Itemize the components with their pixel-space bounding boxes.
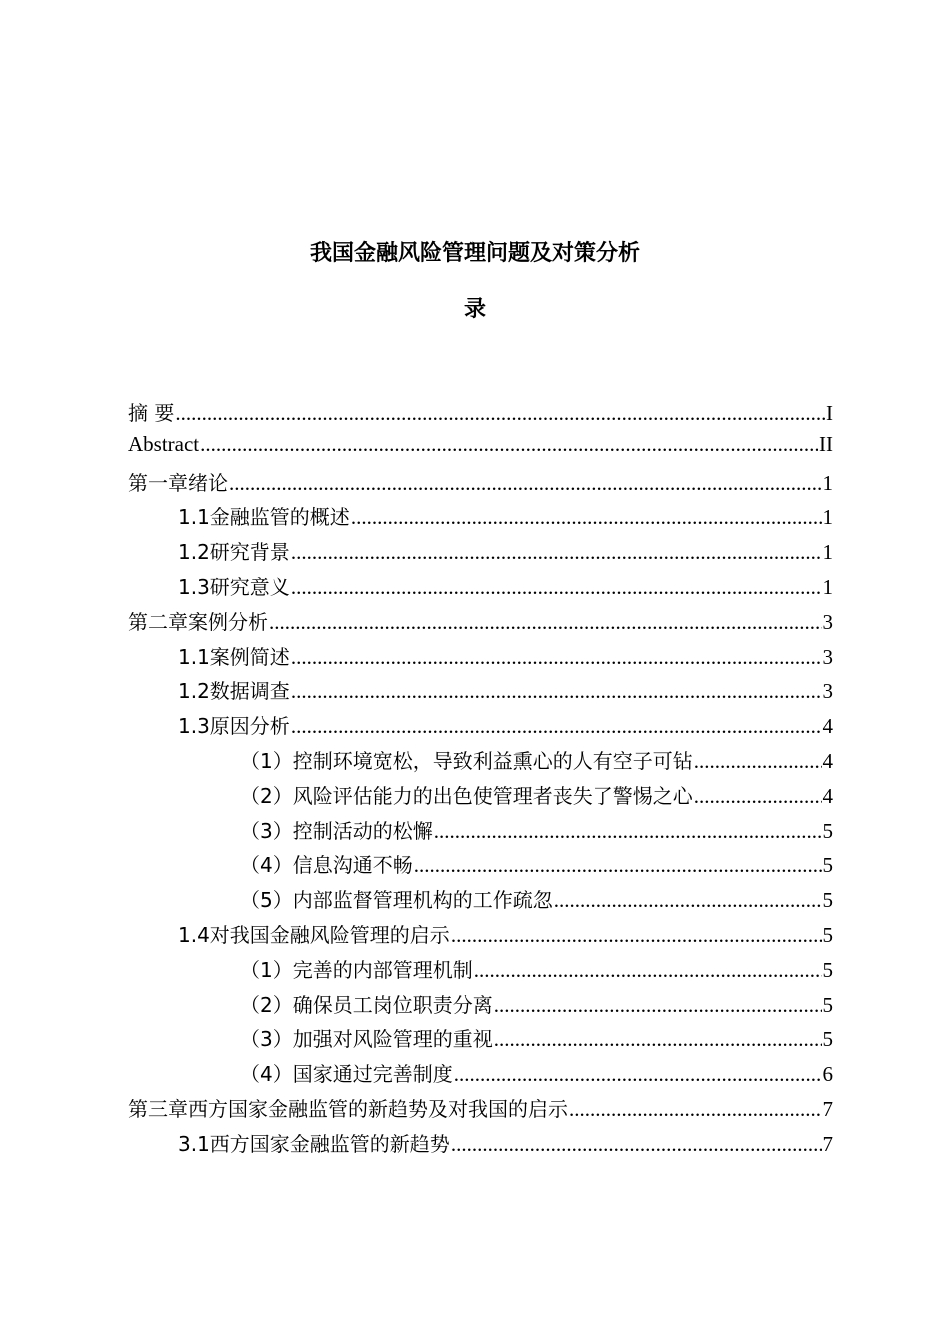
toc-dot-leader [474, 958, 822, 983]
toc-entry-page-number: 5 [822, 818, 833, 843]
toc-entry[interactable] [128, 536, 833, 571]
toc-dot-leader [351, 505, 822, 530]
toc-entry-page-number: 4 [822, 748, 833, 773]
toc-entry-label: 摘 要 [128, 401, 175, 425]
toc-dot-leader [175, 401, 825, 426]
toc-entry-label: 1.4对我国金融风险管理的启示 [178, 922, 450, 947]
table-of-contents [128, 397, 833, 1163]
toc-entry-label: 3.1西方国家金融监管的新趋势 [178, 1131, 450, 1156]
toc-dot-leader [291, 540, 822, 565]
toc-entry-page-number: 1 [822, 540, 833, 565]
toc-dot-leader [694, 784, 822, 809]
toc-entry[interactable] [128, 675, 833, 710]
toc-entry-page-number: 5 [822, 992, 833, 1017]
toc-entry[interactable] [128, 745, 833, 780]
toc-entry-page-number: 4 [822, 714, 833, 739]
toc-dot-leader [269, 610, 822, 635]
toc-dot-leader [414, 853, 822, 878]
toc-entry-page-number: 3 [822, 679, 833, 704]
toc-dot-leader [434, 819, 822, 844]
toc-entry[interactable] [128, 989, 833, 1024]
toc-entry[interactable] [128, 467, 833, 502]
toc-entry-label: 1.2研究背景 [178, 540, 290, 565]
toc-entry-label: 1.1金融监管的概述 [178, 505, 350, 530]
toc-entry-label: 1.3原因分析 [178, 714, 290, 739]
toc-entry-page-number: 5 [822, 922, 833, 947]
toc-entry[interactable] [128, 571, 833, 606]
toc-entry-label: （2）确保员工岗位职责分离 [240, 992, 493, 1017]
toc-entry[interactable] [128, 1023, 833, 1058]
toc-entry-page-number: I [826, 401, 833, 425]
toc-entry-label: 第二章案例分析 [128, 609, 268, 634]
toc-entry-label: （1）完善的内部管理机制 [240, 957, 473, 982]
toc-entry-label: 第一章绪论 [128, 470, 228, 495]
toc-dot-leader [291, 645, 822, 670]
toc-dot-leader [451, 923, 822, 948]
toc-heading: 录 [463, 297, 486, 322]
toc-entry-page-number: 6 [822, 1062, 833, 1087]
toc-entry-label: （2）风险评估能力的出色使管理者丧失了警惕之心 [240, 783, 693, 808]
toc-entry[interactable] [128, 919, 833, 954]
toc-dot-leader [291, 714, 822, 739]
toc-entry-page-number: 5 [822, 1027, 833, 1052]
toc-entry[interactable] [128, 815, 833, 850]
toc-entry-label: 1.3研究意义 [178, 574, 290, 599]
toc-entry-label: （1）控制环境宽松，导致利益熏心的人有空子可钻 [240, 748, 693, 773]
toc-dot-leader [554, 888, 822, 913]
toc-entry-label: （3）加强对风险管理的重视 [240, 1027, 493, 1052]
toc-entry-page-number: II [819, 431, 833, 456]
toc-entry-page-number: 7 [822, 1131, 833, 1156]
toc-entry[interactable] [128, 884, 833, 919]
toc-entry-page-number: 5 [822, 957, 833, 982]
toc-entry-label: （4）信息沟通不畅 [240, 853, 413, 878]
document-title: 我国金融风险管理问题及对策分析 [309, 241, 640, 266]
toc-dot-leader [229, 471, 822, 496]
toc-entry[interactable] [128, 606, 833, 641]
toc-entry-label: 1.2数据调查 [178, 679, 290, 704]
toc-entry-page-number: 1 [822, 574, 833, 599]
toc-entry-page-number: 3 [822, 609, 833, 634]
toc-entry[interactable] [128, 1128, 833, 1163]
toc-dot-leader [451, 1132, 822, 1157]
toc-entry-label: （5）内部监督管理机构的工作疏忽 [240, 888, 553, 913]
toc-entry-label: （3）控制活动的松懈 [240, 818, 433, 843]
toc-entry-label: Abstract [128, 431, 200, 456]
toc-entry[interactable] [128, 501, 833, 536]
toc-entry-page-number: 5 [822, 888, 833, 913]
toc-dot-leader [569, 1097, 822, 1122]
toc-entry-page-number: 5 [822, 853, 833, 878]
toc-dot-leader [291, 679, 822, 704]
toc-dot-leader [200, 432, 818, 457]
toc-entry[interactable] [128, 780, 833, 815]
toc-dot-leader [494, 1027, 822, 1052]
toc-entry-page-number: 1 [822, 505, 833, 530]
toc-entry-label: （4）国家通过完善制度 [240, 1062, 453, 1087]
toc-entry[interactable] [128, 710, 833, 745]
toc-entry[interactable] [128, 849, 833, 884]
toc-entry[interactable] [128, 1093, 833, 1128]
toc-entry-label: 第三章西方国家金融监管的新趋势及对我国的启示 [128, 1096, 568, 1121]
toc-entry-page-number: 3 [822, 644, 833, 669]
toc-entry-page-number: 7 [822, 1096, 833, 1121]
toc-dot-leader [291, 575, 822, 600]
toc-entry[interactable] [128, 432, 833, 467]
toc-dot-leader [494, 993, 822, 1018]
toc-entry[interactable] [128, 1058, 833, 1093]
toc-dot-leader [454, 1062, 822, 1087]
toc-entry[interactable] [128, 397, 833, 432]
toc-dot-leader [694, 749, 822, 774]
toc-entry-page-number: 4 [822, 783, 833, 808]
toc-entry[interactable] [128, 954, 833, 989]
toc-entry[interactable] [128, 641, 833, 676]
toc-entry-page-number: 1 [822, 470, 833, 495]
toc-entry-label: 1.1案例简述 [178, 644, 290, 669]
